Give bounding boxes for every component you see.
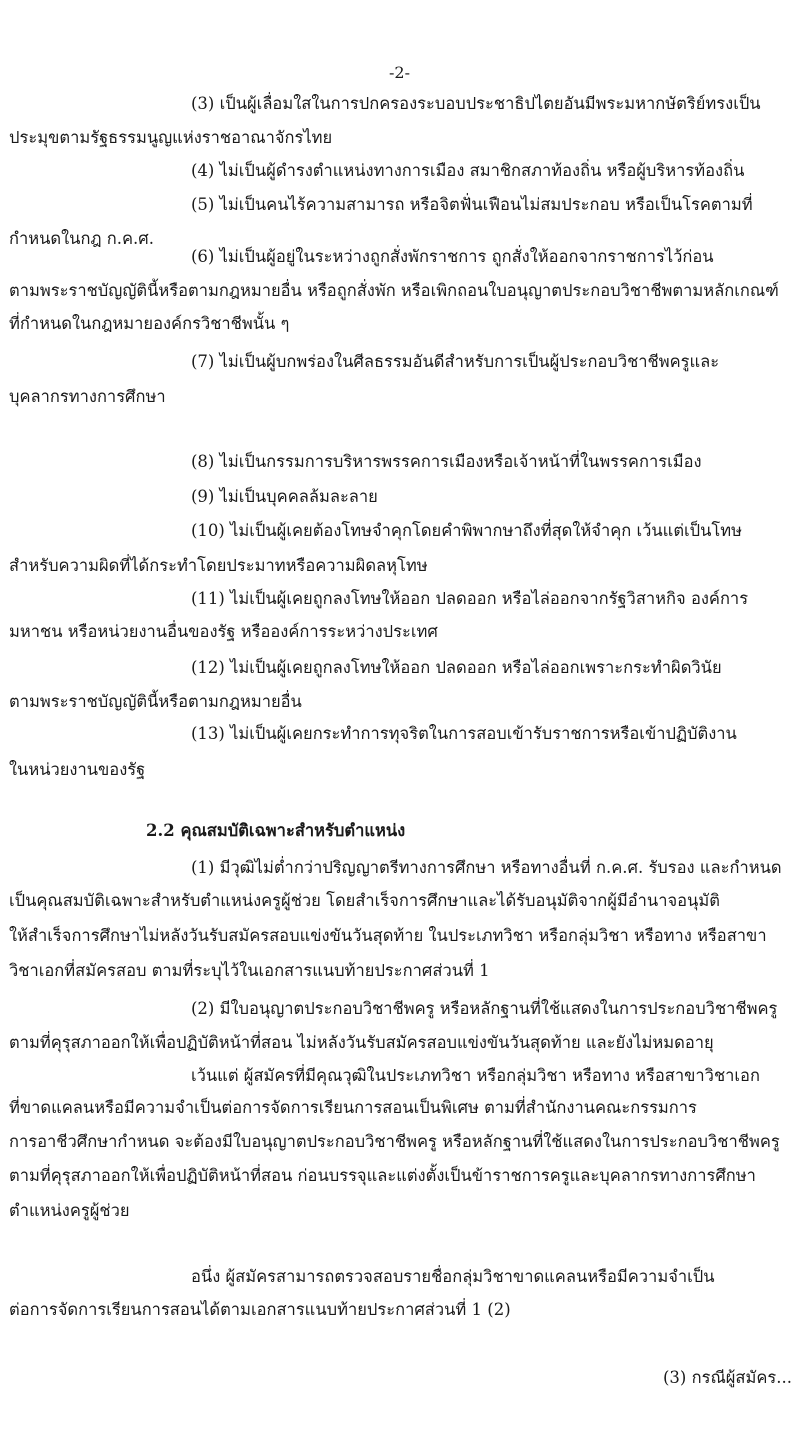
text-line: วิชาเอกที่สมัครสอบ ตามที่ระบุไว้ในเอกสารแนบท้ายประกาศส่วนที่ 1 [9, 961, 490, 980]
text-line: (12) ไม่เป็นผู้เคยถูกลงโทษให้ออก ปลดออก หรือไล่ออกเพราะกระทำผิดวินัย [191, 658, 722, 677]
text-line: (9) ไม่เป็นบุคคลล้มละลาย [191, 487, 378, 506]
text-line: (2) มีใบอนุญาตประกอบวิชาชีพครู หรือหลักฐานที่ใช้แสดงในการประกอบวิชาชีพครู [191, 999, 778, 1018]
text-line: (7) ไม่เป็นผู้บกพร่องในศีลธรรมอันดีสำหรับการเป็นผู้ประกอบวิชาชีพครูและ [191, 352, 720, 371]
text-line: ตามพระราชบัญญัตินี้หรือตามกฎหมายอื่น [9, 692, 302, 711]
text-line: ที่กำหนดในกฎหมายองค์กรวิชาชีพนั้น ๆ [9, 314, 290, 333]
continuation-note: (3) กรณีผู้สมัคร... [662, 1368, 792, 1387]
text-line: ตามที่คุรุสภาออกให้เพื่อปฏิบัติหน้าที่สอน ไม่หลังวันรับสมัครสอบแข่งขันวันสุดท้าย และยังไม่หมดอายุ [9, 1033, 714, 1052]
text-line: ตามพระราชบัญญัตินี้หรือตามกฎหมายอื่น หรือถูกสั่งพัก หรือเพิกถอนใบอนุญาตประกอบวิชาชีพตามหลักเกณฑ์ [9, 281, 779, 300]
text-line: (4) ไม่เป็นผู้ดำรงตำแหน่งทางการเมือง สมาชิกสภาท้องถิ่น หรือผู้บริหารท้องถิ่น [191, 161, 745, 180]
text-line: ในหน่วยงานของรัฐ [9, 760, 146, 779]
text-line: ที่ขาดแคลนหรือมีความจำเป็นต่อการจัดการเรียนการสอนเป็นพิเศษ ตามที่สำนักงานคณะกรรมการ [9, 1098, 697, 1117]
text-line: กำหนดในกฎ ก.ค.ศ. [9, 229, 155, 248]
text-line: ให้สำเร็จการศึกษาไม่หลังวันรับสมัครสอบแข่งขันวันสุดท้าย ในประเภทวิชา หรือกลุ่มวิชา หรือทาง หรือสาขา [9, 926, 767, 945]
text-line: เป็นคุณสมบัติเฉพาะสำหรับตำแหน่งครูผู้ช่วย โดยสำเร็จการศึกษาและได้รับอนุมัติจากผู้มีอำนาจอนุมัติ [9, 891, 720, 910]
page-number: -2- [389, 63, 410, 82]
text-line: ตามที่คุรุสภาออกให้เพื่อปฏิบัติหน้าที่สอน ก่อนบรรจุและแต่งตั้งเป็นข้าราชการครูและบุคลากรทางการศึกษา [9, 1166, 756, 1185]
text-line: (1) มีวุฒิไม่ต่ำกว่าปริญญาตรีทางการศึกษา หรือทางอื่นที่ ก.ค.ศ. รับรอง และกำหนด [191, 858, 782, 877]
text-line: เว้นแต่ ผู้สมัครที่มีคุณวุฒิในประเภทวิชา หรือกลุ่มวิชา หรือทาง หรือสาขาวิชาเอก [191, 1066, 760, 1085]
text-line: สำหรับความผิดที่ได้กระทำโดยประมาทหรือความผิดลหุโทษ [9, 556, 428, 575]
text-line: บุคลากรทางการศึกษา [9, 387, 166, 406]
text-line: มหาชน หรือหน่วยงานอื่นของรัฐ หรือองค์การระหว่างประเทศ [9, 622, 438, 641]
section-heading: 2.2 คุณสมบัติเฉพาะสำหรับตำแหน่ง [146, 821, 406, 840]
text-line: (13) ไม่เป็นผู้เคยกระทำการทุจริตในการสอบเข้ารับราชการหรือเข้าปฏิบัติงาน [191, 724, 737, 743]
text-line: (3) เป็นผู้เลื่อมใสในการปกครองระบอบประชาธิปไตยอันมีพระมหากษัตริย์ทรงเป็น [191, 94, 761, 113]
text-line: การอาชีวศึกษากำหนด จะต้องมีใบอนุญาตประกอบวิชาชีพครู หรือหลักฐานที่ใช้แสดงในการประกอบวิชาชีพครู [9, 1132, 780, 1151]
text-line: อนึ่ง ผู้สมัครสามารถตรวจสอบรายชื่อกลุ่มวิชาขาดแคลนหรือมีความจำเป็น [191, 1267, 715, 1286]
text-line: ตำแหน่งครูผู้ช่วย [9, 1201, 130, 1220]
text-line: (6) ไม่เป็นผู้อยู่ในระหว่างถูกสั่งพักราชการ ถูกสั่งให้ออกจากราชการไว้ก่อน [191, 247, 714, 266]
text-line: (11) ไม่เป็นผู้เคยถูกลงโทษให้ออก ปลดออก หรือไล่ออกจากรัฐวิสาหกิจ องค์การ [191, 589, 749, 608]
text-line: (8) ไม่เป็นกรรมการบริหารพรรคการเมืองหรือเจ้าหน้าที่ในพรรคการเมือง [191, 452, 702, 471]
text-line: ต่อการจัดการเรียนการสอนได้ตามเอกสารแนบท้ายประกาศส่วนที่ 1 (2) [9, 1300, 511, 1319]
text-line: (5) ไม่เป็นคนไร้ความสามารถ หรือจิตฟั่นเฟือนไม่สมประกอบ หรือเป็นโรคตามที่ [191, 195, 753, 214]
text-line: (10) ไม่เป็นผู้เคยต้องโทษจำคุกโดยคำพิพากษาถึงที่สุดให้จำคุก เว้นแต่เป็นโทษ [191, 521, 743, 540]
text-line: ประมุขตามรัฐธรรมนูญแห่งราชอาณาจักรไทย [9, 128, 333, 147]
